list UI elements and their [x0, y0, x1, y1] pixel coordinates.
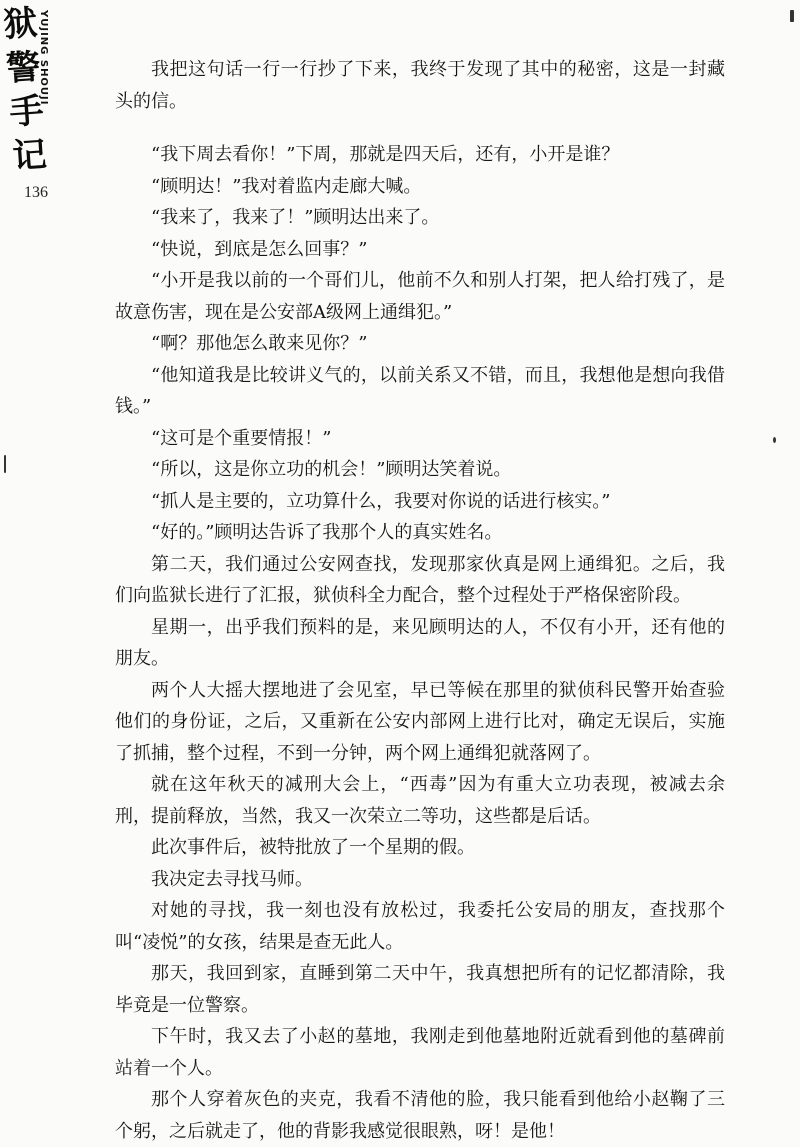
- paragraph: 我把这句话一行一行抄了下来，我终于发现了其中的秘密，这是一封藏头的信。: [115, 59, 725, 112]
- paragraph: “我来了，我来了！”顾明达出来了。: [151, 207, 440, 228]
- scan-speck: [773, 437, 776, 443]
- scan-speck: [790, 10, 794, 22]
- margin-header: [0, 0, 110, 220]
- body-text: [115, 54, 725, 1147]
- paragraph: “好的。”顾明达告诉了我那个人的真实姓名。: [151, 522, 503, 543]
- page-number: 136: [24, 184, 48, 201]
- paragraph: 星期一，出乎我们预料的是，来见顾明达的人，不仅有小开，还有他的朋友。: [115, 616, 725, 669]
- paragraph: 两个人大摇大摆地进了会见室，早已等候在那里的狱侦科民警开始查验他们的身份证，之后，又重新在公安内部网上进行比对，确定无误后，实施了抓捕，整个过程，不到一分钟，两个网上通缉犯就落网了。: [115, 679, 725, 764]
- book-logo: 狱警手记: [2, 3, 48, 177]
- paragraph: “啊？那他怎么敢来见你？”: [151, 333, 368, 354]
- paragraph: 第二天，我们通过公安网查找，发现那家伙真是网上通缉犯。之后，我们向监狱长进行了汇报，狱侦科全力配合，整个过程处于严格保密阶段。: [115, 553, 725, 606]
- paragraph: 下午时，我又去了小赵的墓地，我刚走到他墓地附近就看到他的墓碑前站着一个人。: [115, 1026, 725, 1079]
- paragraph: “这可是个重要情报！”: [151, 427, 332, 449]
- paragraph: “快说，到底是怎么回事？”: [151, 238, 368, 260]
- paragraph: “顾明达！”我对着监内走廊大喊。: [151, 175, 422, 197]
- paragraph: 我决定去寻找马师。: [151, 868, 313, 890]
- paragraph: “所以，这是你立功的机会！”顾明达笑着说。: [151, 459, 512, 480]
- paragraph: “小开是我以前的一个哥们儿，他前不久和别人打架，把人给打残了，是故意伤害，现在是公安部A级网上通缉犯。”: [115, 270, 725, 323]
- book-logo-latin: YUJING SHOUJI: [38, 10, 49, 106]
- paragraph: 就在这年秋天的减刑大会上，“西毒”因为有重大立功表现，被减去余刑，提前释放，当然，我又一次荣立二等功，这些都是后话。: [115, 774, 725, 827]
- scan-speck: [4, 455, 6, 473]
- paragraph: 对她的寻找，我一刻也没有放松过，我委托公安局的朋友，查找那个叫“凌悦”的女孩，结果是查无此人。: [115, 900, 725, 953]
- paragraph: “抓人是主要的，立功算什么，我要对你说的话进行核实。”: [151, 490, 611, 512]
- paragraph: “他知道我是比较讲义气的，以前关系又不错，而且，我想他是想向我借钱。”: [115, 364, 725, 417]
- paragraph: 此次事件后，被特批放了一个星期的假。: [151, 837, 475, 858]
- paragraph: 那个人穿着灰色的夹克，我看不清他的脸，我只能看到他给小赵鞠了三个躬，之后就走了，他的背影我感觉很眼熟，呀！是他！: [115, 1089, 725, 1142]
- paragraph: 那天，我回到家，直睡到第二天中午，我真想把所有的记忆都清除，我毕竟是一位警察。: [115, 963, 725, 1016]
- paragraph: “我下周去看你！”下周，那就是四天后，还有，小开是谁？: [151, 144, 620, 165]
